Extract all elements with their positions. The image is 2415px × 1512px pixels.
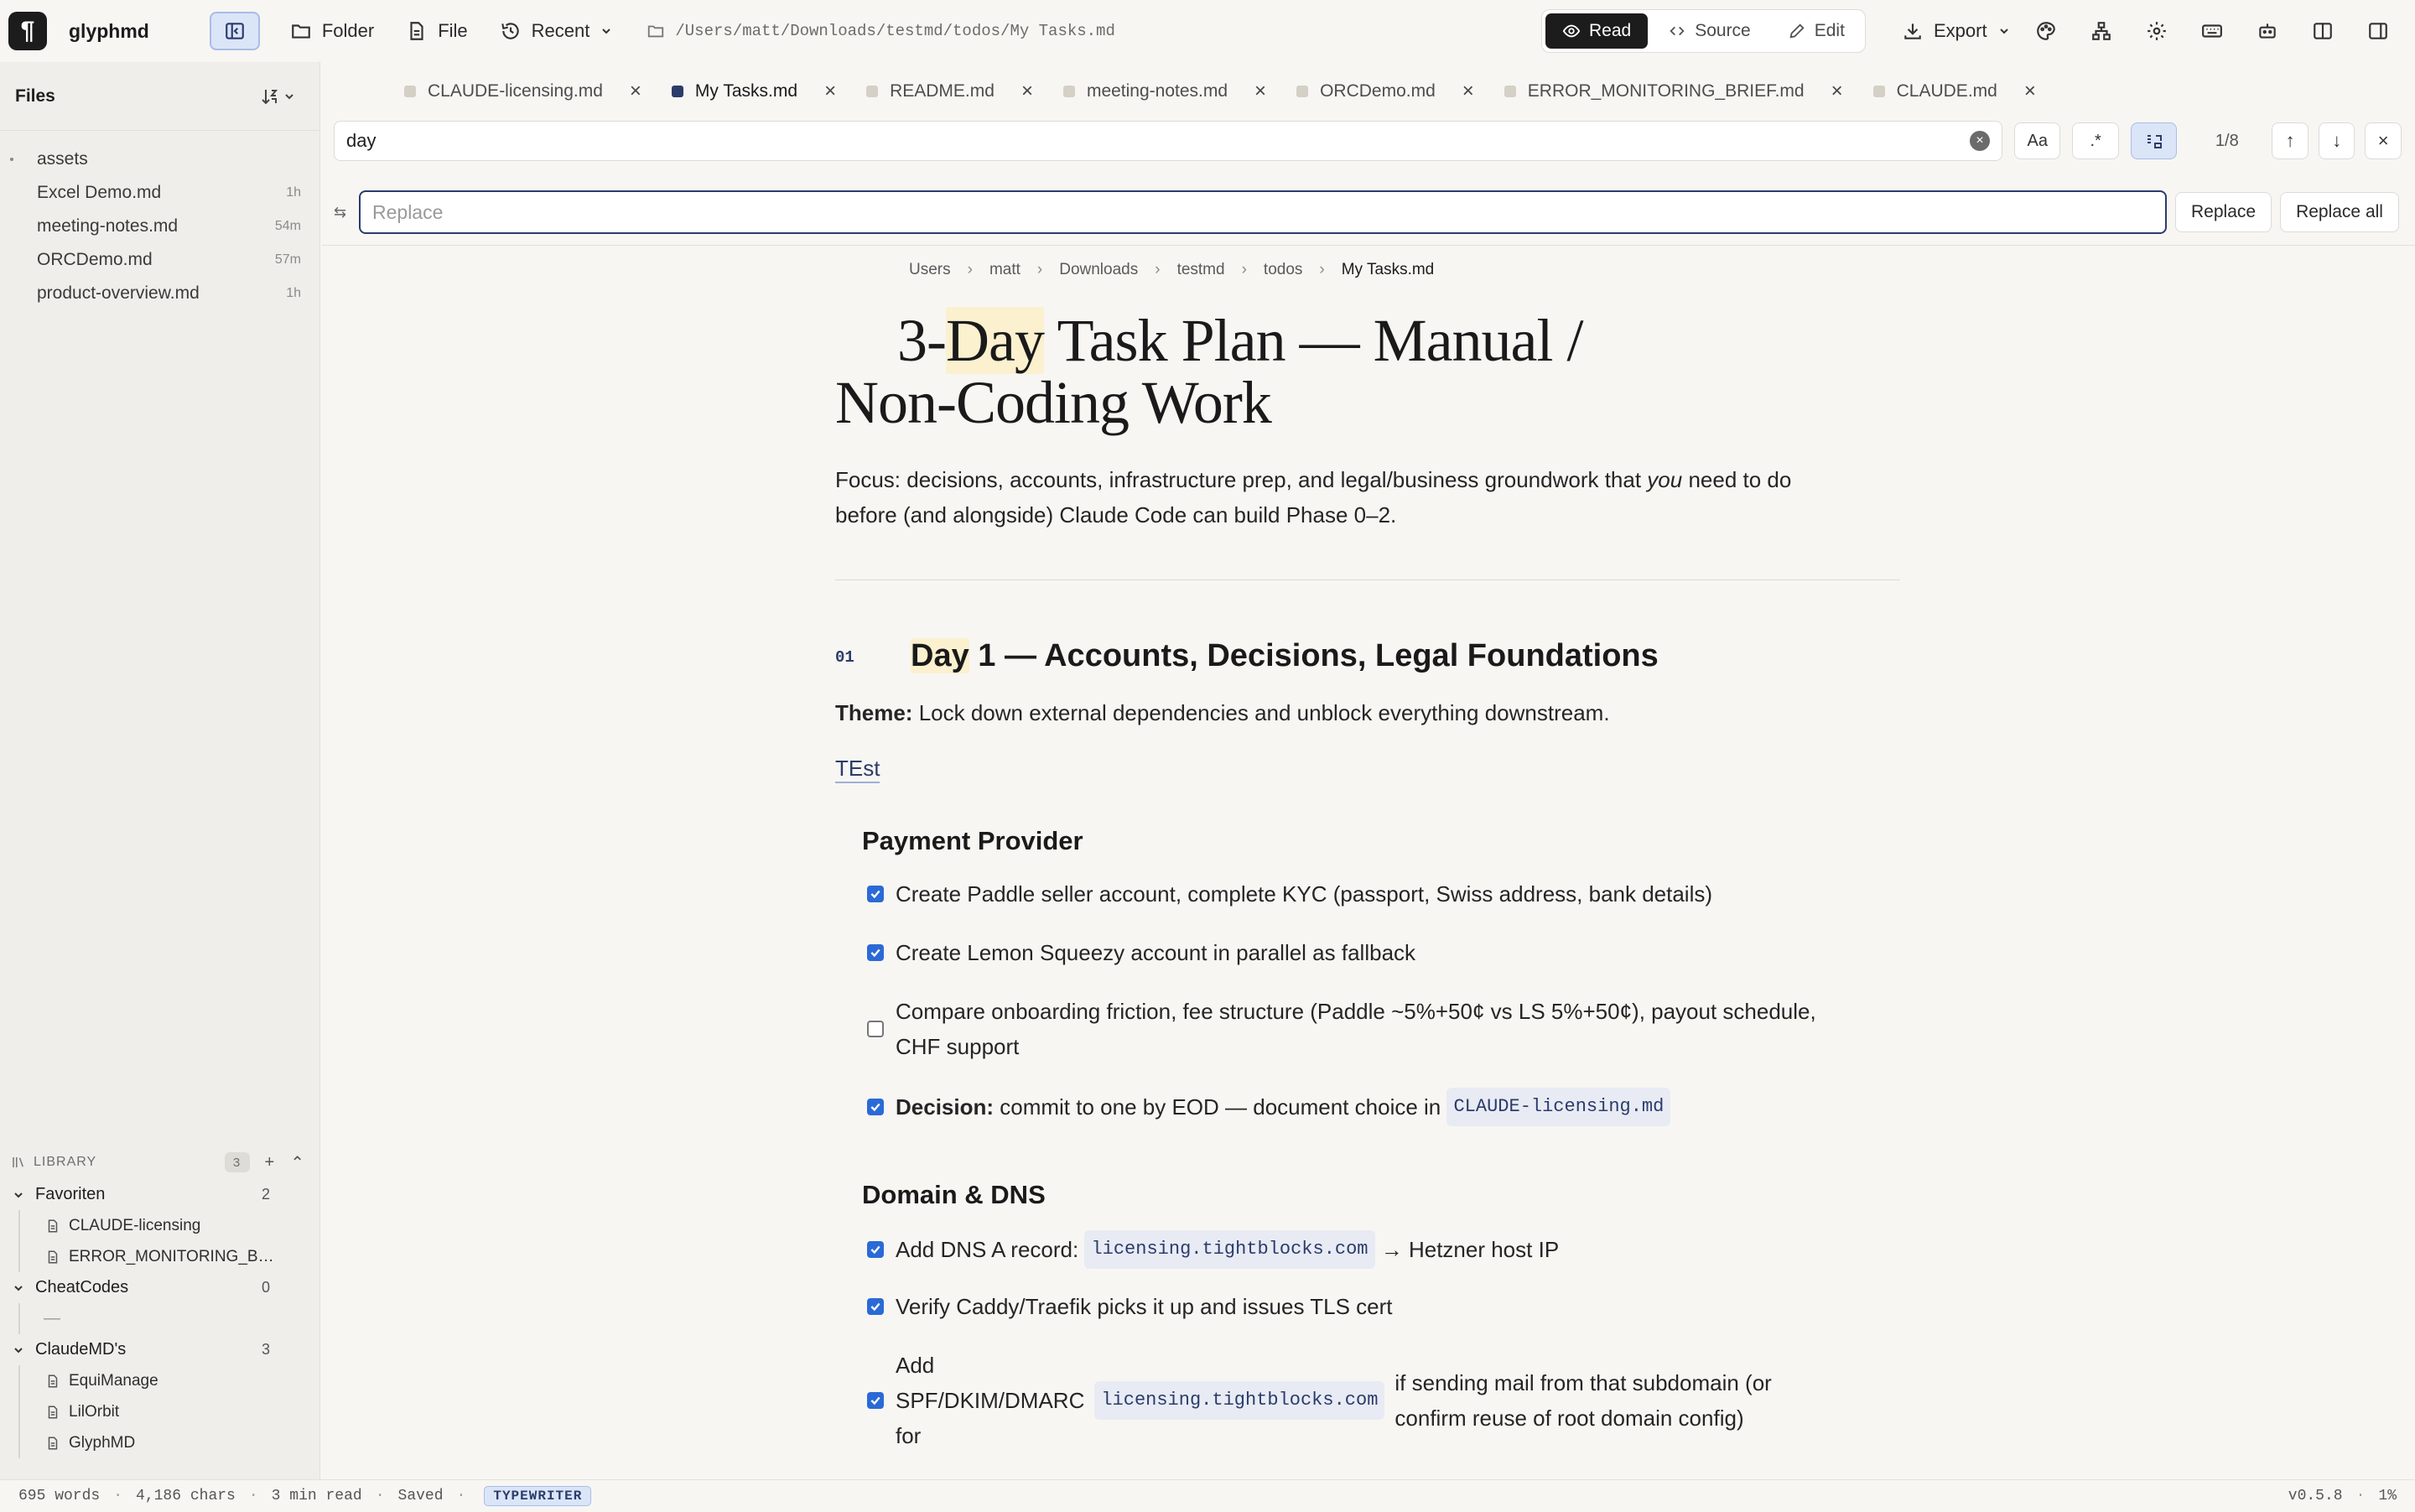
library-count-badge: 3 — [225, 1152, 250, 1172]
group-name: ClaudeMD's — [35, 1340, 127, 1359]
pencil-icon — [1788, 22, 1806, 40]
payment-provider-heading: Payment Provider — [862, 826, 1083, 855]
task-text-line: Compare onboarding friction, fee structure (Paddle ~5%+50¢ vs LS 5%+50¢), payout schedule, — [896, 999, 1816, 1024]
tab-dot-icon — [672, 86, 683, 97]
columns-icon — [2312, 20, 2334, 42]
folder-button[interactable] — [278, 12, 386, 50]
document-icon — [45, 1374, 60, 1389]
tab-label: meeting-notes.md — [1086, 81, 1228, 101]
previous-match-button[interactable] — [2272, 122, 2309, 159]
tab-my-tasks[interactable] — [657, 62, 851, 121]
theme-text: Lock down external dependencies and unblock everything downstream. — [912, 700, 1610, 725]
theme-button[interactable] — [2028, 12, 2064, 50]
folder-label: Folder — [321, 20, 375, 41]
page-title — [835, 309, 1640, 434]
find-query: day — [346, 130, 377, 151]
checkbox-checked[interactable] — [867, 1298, 884, 1315]
tab-dot-icon — [1504, 86, 1516, 97]
file-name: ORCDemo.md — [37, 250, 153, 269]
sort-icon[interactable] — [261, 86, 294, 107]
right-panel-button[interactable] — [2360, 12, 2397, 50]
replace-bar — [334, 190, 2402, 235]
close-tab-icon[interactable]: × — [824, 80, 837, 102]
task-text: Create Paddle seller account, complete KYC (passport, Swiss address, bank details) — [896, 881, 1713, 907]
source-mode-label: Source — [1695, 21, 1751, 40]
task-item — [867, 935, 1415, 970]
chevron-down-icon — [600, 24, 613, 38]
search-highlight: Day — [945, 307, 1044, 374]
group-name: CheatCodes — [35, 1278, 129, 1296]
file-button[interactable] — [394, 12, 479, 50]
chevron-right-icon: › — [1155, 261, 1161, 278]
library-label: LIBRARY — [34, 1155, 97, 1169]
download-icon — [1902, 20, 1924, 42]
separator-dot: · — [375, 1488, 385, 1504]
group-count: 2 — [261, 1186, 270, 1203]
group-count: 3 — [261, 1341, 270, 1358]
close-tab-icon[interactable]: × — [1021, 80, 1033, 102]
task-text-line: if sending mail from that subdomain (or — [1394, 1370, 1772, 1395]
task-bold-label: Decision: — [896, 1094, 995, 1120]
tab-dot-icon — [866, 86, 878, 97]
check-icon — [870, 947, 881, 959]
breadcrumb-item[interactable]: todos — [1263, 261, 1303, 278]
breadcrumb-item[interactable]: Users — [909, 261, 951, 278]
chevron-right-icon: › — [1241, 261, 1247, 278]
hierarchy-icon — [2090, 20, 2112, 42]
match-count: 1/8 — [2215, 131, 2239, 150]
file-age: 1h — [286, 286, 301, 300]
document-view — [322, 246, 2415, 1478]
checkbox-checked[interactable] — [867, 1241, 884, 1258]
replace-input[interactable]: Replace — [359, 190, 2167, 234]
edit-mode-label: Edit — [1814, 21, 1845, 40]
file-name: Excel Demo.md — [37, 183, 162, 202]
task-text-line: confirm reuse of root domain config) — [1394, 1405, 1744, 1431]
file-row-assets[interactable] — [0, 143, 319, 176]
panel-right-icon — [2367, 20, 2389, 42]
check-icon — [870, 1101, 881, 1113]
library-item[interactable] — [20, 1365, 320, 1396]
separator-dot: · — [113, 1488, 123, 1504]
close-find-button[interactable] — [2365, 122, 2402, 159]
chevron-down-icon — [1997, 24, 2011, 38]
document-icon — [45, 1436, 60, 1451]
tab-label: CLAUDE-licensing.md — [428, 81, 603, 101]
section-number: 01 — [835, 648, 854, 667]
files-title: Files — [15, 86, 55, 106]
replace-toggle-icon — [2144, 131, 2164, 151]
breadcrumb-item[interactable]: testmd — [1176, 261, 1225, 278]
document-icon — [45, 1250, 60, 1265]
app-name: glyphmd — [69, 19, 149, 42]
settings-button[interactable] — [2138, 12, 2175, 50]
tab-label: CLAUDE.md — [1896, 81, 1997, 101]
inline-code: CLAUDE-licensing.md — [1446, 1088, 1670, 1126]
tab-dot-icon — [404, 86, 416, 97]
match-case-button[interactable]: Aa — [2014, 122, 2060, 159]
file-age: 54m — [274, 219, 301, 233]
file-name: meeting-notes.md — [37, 216, 179, 236]
tab-claude[interactable] — [1858, 62, 2051, 121]
file-age: 1h — [286, 185, 301, 200]
close-tab-icon[interactable]: × — [1254, 80, 1267, 102]
theme-label: Theme: — [835, 700, 913, 725]
library-header — [0, 1146, 320, 1179]
library-group-claudemds[interactable] — [0, 1334, 320, 1365]
collapse-all-icon[interactable]: ⌃ — [290, 1153, 305, 1172]
recent-label: Recent — [531, 20, 590, 41]
checkbox-checked[interactable] — [867, 1392, 884, 1409]
inline-code: licensing.tightblocks.com — [1094, 1381, 1384, 1420]
check-icon — [870, 888, 881, 900]
focus-emphasis: you — [1647, 467, 1683, 492]
read-time: 3 min read — [271, 1488, 362, 1504]
history-icon — [500, 20, 522, 42]
title-text: 3- — [897, 307, 946, 374]
focus-paragraph — [835, 462, 1825, 533]
task-item — [867, 1230, 1559, 1269]
export-button[interactable] — [1890, 12, 2023, 50]
word-count: 695 words — [18, 1488, 101, 1504]
chevron-down-icon — [12, 1281, 25, 1295]
task-item — [867, 1088, 1670, 1126]
library-item[interactable] — [20, 1396, 320, 1427]
check-icon — [870, 1244, 881, 1255]
breadcrumb-item[interactable]: Downloads — [1059, 261, 1139, 278]
file-row-orcdemo[interactable] — [0, 243, 319, 277]
task-text — [896, 994, 1816, 1064]
library-group-cheatcodes[interactable] — [0, 1272, 320, 1303]
tab-label: ORCDemo.md — [1320, 81, 1436, 101]
file-path-text: /Users/matt/Downloads/testmd/todos/My Tasks.md — [675, 22, 1115, 40]
file-icon — [406, 20, 428, 42]
edit-mode-button[interactable] — [1771, 13, 1862, 49]
arrow-up-icon: ↑ — [2285, 130, 2295, 151]
char-count: 4,186 chars — [136, 1488, 236, 1504]
view-mode-switcher — [1541, 9, 1866, 53]
separator-dot: · — [2355, 1488, 2366, 1504]
tab-dot-icon — [1873, 86, 1885, 97]
code-icon — [1668, 22, 1686, 40]
app-version: v0.5.8 — [2288, 1488, 2343, 1504]
library-item[interactable] — [20, 1427, 320, 1458]
replace-icon: ⇆ — [334, 203, 347, 221]
replace-button[interactable]: Replace — [2175, 192, 2272, 232]
file-name: product-overview.md — [37, 283, 200, 303]
library-group-favoriten[interactable] — [0, 1179, 320, 1210]
scroll-percent: 1% — [2378, 1488, 2397, 1504]
outline-button[interactable] — [2083, 12, 2120, 50]
gear-icon — [2146, 20, 2168, 42]
checkbox-checked[interactable] — [867, 1099, 884, 1115]
task-item — [867, 994, 1816, 1064]
title-text: Non-Coding Work — [835, 369, 1271, 436]
shortcuts-button[interactable] — [2194, 12, 2231, 50]
task-text-line: for — [896, 1423, 922, 1448]
task-text-line: SPF/DKIM/DMARC — [896, 1388, 1085, 1413]
theme-paragraph — [835, 700, 1610, 726]
add-collection-icon[interactable]: + — [264, 1152, 276, 1172]
check-icon — [870, 1395, 881, 1406]
document-icon — [45, 1218, 60, 1234]
tab-claude-licensing[interactable] — [389, 62, 657, 121]
group-count: 0 — [261, 1279, 270, 1296]
task-text — [896, 1348, 1084, 1453]
read-mode-button[interactable] — [1545, 13, 1648, 49]
tab-label: My Tasks.md — [694, 81, 798, 101]
tab-orcdemo[interactable] — [1281, 62, 1489, 121]
tab-label: README.md — [890, 81, 995, 101]
eye-icon — [1562, 22, 1581, 40]
find-bar — [334, 121, 2402, 161]
checkbox-unchecked[interactable] — [867, 1021, 884, 1037]
keyboard-icon — [2201, 20, 2223, 42]
breadcrumb-current: My Tasks.md — [1341, 261, 1435, 278]
separator-dot: · — [248, 1488, 258, 1504]
show-replace-toggle[interactable] — [2131, 122, 2177, 159]
library-icon — [10, 1155, 27, 1170]
close-tab-icon[interactable]: × — [1831, 80, 1843, 102]
file-path — [647, 22, 1115, 40]
robot-icon — [2257, 20, 2278, 42]
task-text: Add DNS A record: — [896, 1237, 1085, 1262]
chevron-down-icon — [12, 1343, 25, 1357]
checkbox-checked[interactable] — [867, 886, 884, 902]
tab-label: ERROR_MONITORING_BRIEF.md — [1527, 81, 1805, 101]
chevron-right-icon: › — [1319, 261, 1325, 278]
palette-icon — [2035, 20, 2057, 42]
close-tab-icon[interactable]: × — [629, 80, 641, 102]
ai-assistant-button[interactable] — [2249, 12, 2286, 50]
test-link[interactable]: TEst — [835, 756, 880, 783]
file-row-meeting-notes[interactable] — [0, 210, 319, 243]
task-item — [867, 876, 1712, 912]
save-status: Saved — [397, 1488, 444, 1504]
library-item-label: LilOrbit — [69, 1402, 120, 1421]
focus-text: need to do before (and alongside) Claude Code can build Phase 0–2. — [835, 467, 1792, 527]
task-text: Verify Caddy/Traefik picks it up and issues TLS cert — [896, 1294, 1393, 1319]
file-name: assets — [37, 149, 88, 169]
library-item-label: GlyphMD — [69, 1433, 136, 1452]
task-item — [867, 1289, 1392, 1324]
find-input[interactable] — [334, 121, 2002, 161]
tab-meeting-notes[interactable] — [1048, 62, 1281, 121]
app-logo-icon: ¶ — [8, 12, 47, 50]
horizontal-rule — [835, 579, 1900, 580]
chevron-right-icon: › — [1036, 261, 1043, 278]
close-tab-icon[interactable]: × — [2023, 80, 2036, 102]
library-item-label: CLAUDE-licensing — [69, 1216, 201, 1234]
close-tab-icon[interactable]: × — [1462, 80, 1474, 102]
file-row-product-overview[interactable] — [0, 277, 319, 310]
export-label: Export — [1934, 20, 1987, 41]
domain-dns-heading: Domain & DNS — [862, 1180, 1046, 1209]
tab-readme[interactable] — [851, 62, 1048, 121]
chevron-down-icon — [12, 1188, 25, 1202]
empty-group-placeholder: — — [44, 1309, 60, 1328]
clear-search-icon[interactable]: × — [1970, 131, 1990, 151]
document-tabs — [389, 62, 2051, 121]
folder-outline-icon — [647, 22, 665, 40]
separator-dot: · — [456, 1488, 466, 1504]
group-name: Favoriten — [35, 1185, 106, 1203]
title-text: Task Plan — Manual / — [1043, 307, 1583, 374]
library-panel — [0, 1146, 320, 1458]
file-label: File — [438, 20, 468, 41]
library-item-label: ERROR_MONITORING_B… — [69, 1247, 274, 1265]
task-text: commit to one by EOD — document choice in — [994, 1094, 1447, 1120]
arrow-down-icon: ↓ — [2332, 130, 2342, 151]
breadcrumb-item[interactable]: matt — [989, 261, 1021, 278]
split-view-button[interactable] — [2304, 12, 2341, 50]
library-item[interactable] — [20, 1241, 320, 1272]
sidebar-toggle-button[interactable] — [210, 12, 260, 50]
recent-button[interactable] — [488, 12, 626, 50]
replace-all-button[interactable]: Replace all — [2280, 192, 2399, 232]
folder-bullet-icon — [10, 158, 13, 161]
chevron-right-icon: › — [967, 261, 973, 278]
read-mode-label: Read — [1589, 21, 1632, 40]
checkbox-checked[interactable] — [867, 944, 884, 961]
next-match-button[interactable] — [2319, 122, 2355, 159]
status-bar — [0, 1479, 2415, 1512]
regex-button[interactable]: .* — [2072, 122, 2118, 159]
check-icon — [870, 1301, 881, 1312]
breadcrumb — [909, 261, 1434, 279]
library-item-label: EquiManage — [69, 1371, 158, 1390]
section-heading-text: 1 — Accounts, Decisions, Legal Foundations — [969, 638, 1659, 673]
library-item[interactable] — [20, 1210, 320, 1241]
task-text-line: Add — [896, 1353, 935, 1378]
file-row-excel-demo[interactable] — [0, 176, 319, 210]
document-icon — [45, 1405, 60, 1420]
tab-error-monitoring-brief[interactable] — [1489, 62, 1858, 121]
section-heading — [911, 638, 1659, 674]
inline-code: licensing.tightblocks.com — [1084, 1230, 1374, 1269]
close-icon: × — [2377, 130, 2389, 151]
task-text: Create Lemon Squeezy account in parallel as fallback — [896, 940, 1416, 965]
task-text: → Hetzner host IP — [1374, 1237, 1560, 1262]
focus-text: Focus: decisions, accounts, infrastructure prep, and legal/business groundwork that — [835, 467, 1648, 492]
sidebar-collapse-icon — [224, 20, 246, 42]
files-header — [0, 62, 319, 131]
file-sidebar — [0, 62, 320, 1479]
source-mode-button[interactable] — [1651, 13, 1768, 49]
task-text — [1394, 1365, 1771, 1436]
file-age: 57m — [274, 252, 301, 267]
task-text-line: CHF support — [896, 1034, 1020, 1059]
tab-dot-icon — [1063, 86, 1075, 97]
folder-icon — [290, 20, 312, 42]
top-toolbar — [0, 0, 2415, 62]
typewriter-mode-badge[interactable]: TYPEWRITER — [484, 1486, 591, 1506]
tab-dot-icon — [1296, 86, 1308, 97]
search-highlight: Day — [911, 638, 969, 673]
task-item — [867, 1348, 1772, 1453]
